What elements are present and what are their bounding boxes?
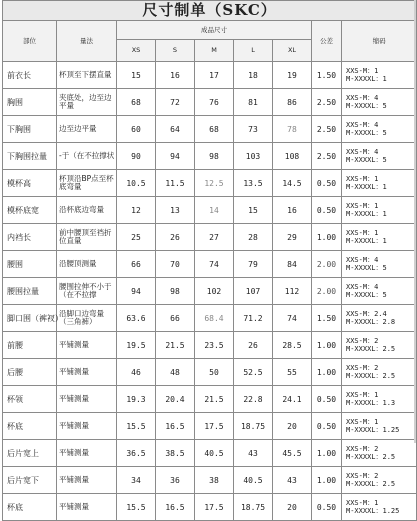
table-row	[3, 224, 417, 251]
table-row	[3, 332, 417, 359]
row-size-value-cell: 13	[156, 197, 195, 224]
row-size-value-cell: 29	[273, 224, 312, 251]
row-size-value-cell: 70	[156, 251, 195, 278]
row-size-value-cell: 26	[156, 224, 195, 251]
row-size-value-cell: 36.5	[117, 440, 156, 467]
row-size-value-cell: 66	[156, 305, 195, 332]
row-part-cell: 内裆长	[3, 224, 57, 251]
row-size-value-cell: 43	[273, 467, 312, 494]
row-tolerance-cell: 1.50	[312, 62, 342, 89]
row-tolerance-cell: 2.50	[312, 89, 342, 116]
row-size-value-cell: 22.8	[234, 386, 273, 413]
row-size-value-cell: 76	[195, 89, 234, 116]
row-method-cell: -于（在不拉撑状	[57, 143, 117, 170]
row-size-value-cell: 40.5	[195, 440, 234, 467]
row-shrink-note-cell: XXS-M：1 M-XXXXL：1	[342, 197, 417, 224]
table-row	[3, 494, 417, 521]
row-part-cell: 前衣长	[3, 62, 57, 89]
row-part-cell: 下胸围	[3, 116, 57, 143]
row-size-value-cell: 16	[156, 62, 195, 89]
row-size-value-cell: 18.75	[234, 413, 273, 440]
row-size-value-cell: 40.5	[234, 467, 273, 494]
row-tolerance-cell: 1.00	[312, 467, 342, 494]
row-part-cell: 腰围	[3, 251, 57, 278]
table-row	[3, 467, 417, 494]
row-shrink-note-cell: XXS-M：2 M-XXXXL：2.5	[342, 359, 417, 386]
row-size-value-cell: 68.4	[195, 305, 234, 332]
row-part-cell: 杯领	[3, 386, 57, 413]
row-tolerance-cell: 0.50	[312, 386, 342, 413]
sheet-title: 尺寸制单（SKC）	[3, 1, 417, 21]
row-size-value-cell: 10.5	[117, 170, 156, 197]
row-method-cell: 腰围拉伸不小于（在不拉撑	[57, 278, 117, 305]
row-size-value-cell: 73	[234, 116, 273, 143]
row-size-value-cell: 34	[117, 467, 156, 494]
table-row	[3, 170, 417, 197]
row-size-value-cell: 102	[195, 278, 234, 305]
row-size-value-cell: 28.5	[273, 332, 312, 359]
row-tolerance-cell: 1.00	[312, 332, 342, 359]
table-row	[3, 413, 417, 440]
row-size-value-cell: 13.5	[234, 170, 273, 197]
row-size-value-cell: 90	[117, 143, 156, 170]
row-size-value-cell: 84	[273, 251, 312, 278]
row-size-value-cell: 50	[195, 359, 234, 386]
header-method: 量法	[57, 21, 117, 62]
header-tolerance: 公差	[312, 21, 342, 62]
row-size-value-cell: 38.5	[156, 440, 195, 467]
row-size-value-cell: 71.2	[234, 305, 273, 332]
row-size-value-cell: 19	[273, 62, 312, 89]
row-tolerance-cell: 1.50	[312, 305, 342, 332]
row-size-value-cell: 23.5	[195, 332, 234, 359]
right-edge-scrollbar	[414, 0, 416, 443]
row-size-value-cell: 108	[273, 143, 312, 170]
header-shrink: 缩码	[342, 21, 417, 62]
row-tolerance-cell: 2.00	[312, 278, 342, 305]
row-size-value-cell: 72	[156, 89, 195, 116]
row-method-cell: 杯顶沿BP点至杯底弯量	[57, 170, 117, 197]
row-part-cell: 脚口围（裤衩）	[3, 305, 57, 332]
row-size-value-cell: 15	[234, 197, 273, 224]
row-size-value-cell: 64	[156, 116, 195, 143]
row-method-cell: 前中腰顶至裆折位直量	[57, 224, 117, 251]
row-size-value-cell: 103	[234, 143, 273, 170]
size-table	[2, 0, 417, 521]
row-shrink-note-cell: XXS-M：2.4 M-XXXXL：2.8	[342, 305, 417, 332]
row-size-value-cell: 27	[195, 224, 234, 251]
row-shrink-note-cell: XXS-M：1 M-XXXXL：1	[342, 224, 417, 251]
row-size-value-cell: 18.75	[234, 494, 273, 521]
row-part-cell: 后片宽上	[3, 440, 57, 467]
row-tolerance-cell: 2.00	[312, 251, 342, 278]
row-method-cell: 沿脚口边弯量（三角裤）	[57, 305, 117, 332]
row-size-value-cell: 98	[156, 278, 195, 305]
row-size-value-cell: 19.3	[117, 386, 156, 413]
row-size-value-cell: 17	[195, 62, 234, 89]
row-method-cell: 平铺测量	[57, 413, 117, 440]
row-shrink-note-cell: XXS-M：1 M-XXXXL：1	[342, 62, 417, 89]
row-size-value-cell: 66	[117, 251, 156, 278]
row-size-value-cell: 12.5	[195, 170, 234, 197]
row-size-value-cell: 98	[195, 143, 234, 170]
row-size-value-cell: 15.5	[117, 413, 156, 440]
row-size-value-cell: 21.5	[195, 386, 234, 413]
row-size-value-cell: 20.4	[156, 386, 195, 413]
row-tolerance-cell: 2.50	[312, 116, 342, 143]
row-size-value-cell: 46	[117, 359, 156, 386]
row-method-cell: 平铺测量	[57, 332, 117, 359]
row-size-value-cell: 12	[117, 197, 156, 224]
table-row	[3, 116, 417, 143]
row-size-value-cell: 17.5	[195, 413, 234, 440]
header-size-s: S	[156, 40, 195, 62]
row-shrink-note-cell: XXS-M：2 M-XXXXL：2.5	[342, 467, 417, 494]
row-size-value-cell: 20	[273, 494, 312, 521]
row-tolerance-cell: 1.00	[312, 440, 342, 467]
row-part-cell: 模杯高	[3, 170, 57, 197]
row-tolerance-cell: 0.50	[312, 197, 342, 224]
table-row	[3, 278, 417, 305]
row-shrink-note-cell: XXS-M：1 M-XXXXL：1	[342, 170, 417, 197]
row-size-value-cell: 16	[273, 197, 312, 224]
row-size-value-cell: 81	[234, 89, 273, 116]
table-row	[3, 440, 417, 467]
row-method-cell: 平铺测量	[57, 494, 117, 521]
row-size-value-cell: 79	[234, 251, 273, 278]
row-part-cell: 模杯底宽	[3, 197, 57, 224]
table-row	[3, 305, 417, 332]
row-tolerance-cell: 1.00	[312, 224, 342, 251]
row-size-value-cell: 16.5	[156, 494, 195, 521]
row-size-value-cell: 14	[195, 197, 234, 224]
row-tolerance-cell: 1.00	[312, 359, 342, 386]
row-size-value-cell: 74	[195, 251, 234, 278]
table-row	[3, 386, 417, 413]
row-shrink-note-cell: XXS-M：2 M-XXXXL：2.5	[342, 332, 417, 359]
row-size-value-cell: 55	[273, 359, 312, 386]
row-size-value-cell: 15.5	[117, 494, 156, 521]
table-row	[3, 359, 417, 386]
table-row	[3, 89, 417, 116]
row-shrink-note-cell: XXS-M：1 M-XXXXL：1.25	[342, 494, 417, 521]
row-size-value-cell: 107	[234, 278, 273, 305]
row-method-cell: 平铺测量	[57, 359, 117, 386]
row-size-value-cell: 45.5	[273, 440, 312, 467]
row-size-value-cell: 25	[117, 224, 156, 251]
header-size-xs: XS	[117, 40, 156, 62]
row-size-value-cell: 78	[273, 116, 312, 143]
row-part-cell: 杯底	[3, 413, 57, 440]
row-size-value-cell: 26	[234, 332, 273, 359]
row-part-cell: 前腰	[3, 332, 57, 359]
table-row	[3, 197, 417, 224]
row-method-cell: 沿杯底边弯量	[57, 197, 117, 224]
row-size-value-cell: 21.5	[156, 332, 195, 359]
row-size-value-cell: 11.5	[156, 170, 195, 197]
row-tolerance-cell: 0.50	[312, 494, 342, 521]
row-size-value-cell: 63.6	[117, 305, 156, 332]
row-shrink-note-cell: XXS-M：2 M-XXXXL：2.5	[342, 440, 417, 467]
header-sizes-group: 成品尺寸	[117, 21, 312, 40]
row-part-cell: 杯底	[3, 494, 57, 521]
row-size-value-cell: 60	[117, 116, 156, 143]
table-row	[3, 251, 417, 278]
table-row	[3, 143, 417, 170]
row-part-cell: 后片宽下	[3, 467, 57, 494]
table-row	[3, 62, 417, 89]
row-part-cell: 后腰	[3, 359, 57, 386]
row-size-value-cell: 17.5	[195, 494, 234, 521]
row-size-value-cell: 48	[156, 359, 195, 386]
row-size-value-cell: 20	[273, 413, 312, 440]
row-size-value-cell: 16.5	[156, 413, 195, 440]
row-method-cell: 沿腰顶测量	[57, 251, 117, 278]
header-size-l: L	[234, 40, 273, 62]
row-size-value-cell: 52.5	[234, 359, 273, 386]
row-part-cell: 下胸围拉量	[3, 143, 57, 170]
row-shrink-note-cell: XXS-M：1 M-XXXXL：1.25	[342, 413, 417, 440]
row-method-cell: 平铺测量	[57, 467, 117, 494]
row-method-cell: 平铺测量	[57, 386, 117, 413]
row-method-cell: 边至边平量	[57, 116, 117, 143]
row-size-value-cell: 94	[117, 278, 156, 305]
row-size-value-cell: 68	[195, 116, 234, 143]
row-shrink-note-cell: XXS-M：4 M-XXXXL：5	[342, 116, 417, 143]
row-size-value-cell: 18	[234, 62, 273, 89]
row-part-cell: 腰围拉量	[3, 278, 57, 305]
header-size-m: M	[195, 40, 234, 62]
row-shrink-note-cell: XXS-M：4 M-XXXXL：5	[342, 278, 417, 305]
row-size-value-cell: 86	[273, 89, 312, 116]
row-size-value-cell: 15	[117, 62, 156, 89]
row-part-cell: 胸围	[3, 89, 57, 116]
row-size-value-cell: 38	[195, 467, 234, 494]
row-size-value-cell: 43	[234, 440, 273, 467]
row-size-value-cell: 28	[234, 224, 273, 251]
row-shrink-note-cell: XXS-M：4 M-XXXXL：5	[342, 251, 417, 278]
row-tolerance-cell: 0.50	[312, 170, 342, 197]
row-size-value-cell: 14.5	[273, 170, 312, 197]
table-body	[3, 62, 417, 521]
row-shrink-note-cell: XXS-M：4 M-XXXXL：5	[342, 89, 417, 116]
row-size-value-cell: 36	[156, 467, 195, 494]
row-tolerance-cell: 2.50	[312, 143, 342, 170]
row-size-value-cell: 74	[273, 305, 312, 332]
row-tolerance-cell: 0.50	[312, 413, 342, 440]
header-size-xl: XL	[273, 40, 312, 62]
row-shrink-note-cell: XXS-M：1 M-XXXXL：1.3	[342, 386, 417, 413]
row-size-value-cell: 112	[273, 278, 312, 305]
row-size-value-cell: 19.5	[117, 332, 156, 359]
row-method-cell: 夹底处，边至边平量	[57, 89, 117, 116]
row-size-value-cell: 68	[117, 89, 156, 116]
row-size-value-cell: 94	[156, 143, 195, 170]
row-method-cell: 杯顶至下摆直量	[57, 62, 117, 89]
row-shrink-note-cell: XXS-M：4 M-XXXXL：5	[342, 143, 417, 170]
header-part: 部位	[3, 21, 57, 62]
row-method-cell: 平铺测量	[57, 440, 117, 467]
row-size-value-cell: 24.1	[273, 386, 312, 413]
